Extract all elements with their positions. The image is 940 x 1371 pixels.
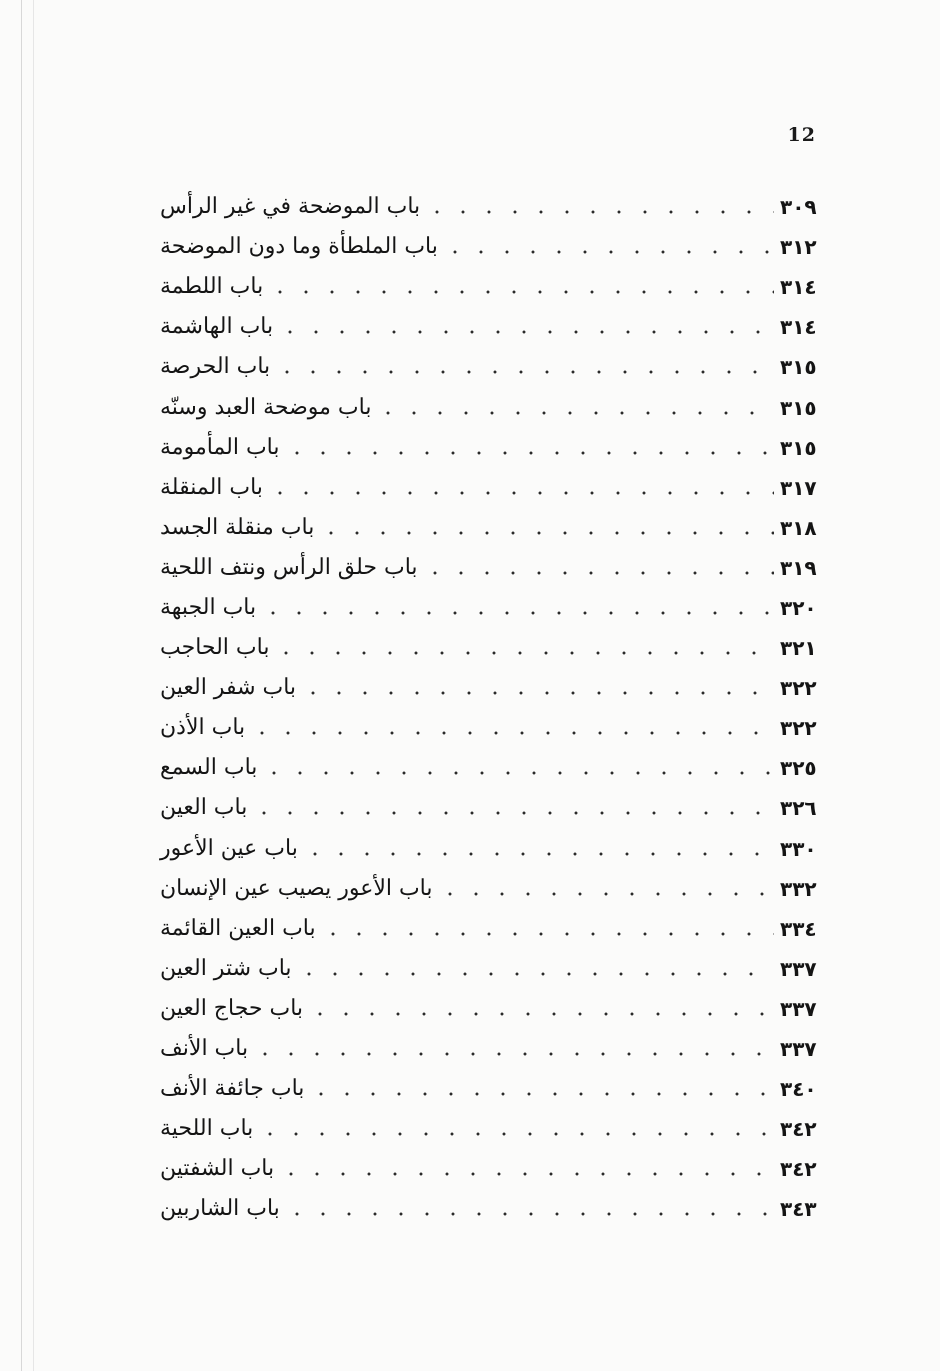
dot-leader xyxy=(307,1012,774,1016)
toc-entry xyxy=(150,267,826,307)
dot-leader xyxy=(422,571,774,575)
table-of-contents xyxy=(150,187,826,1229)
toc-entry-page: ٣٣٤ xyxy=(780,916,817,941)
toc-entry-title: باب اللحية xyxy=(160,1116,254,1142)
toc-entry xyxy=(150,829,826,869)
toc-entry-page: ٣٤٢ xyxy=(780,1117,817,1142)
toc-entry-title: باب حلق الرأس ونتف اللحية xyxy=(160,554,418,580)
toc-entry-title: باب الهاشمة xyxy=(160,314,274,340)
toc-entry xyxy=(150,748,826,788)
toc-entry xyxy=(150,468,826,508)
toc-entry-page: ٣٣٧ xyxy=(780,996,817,1021)
toc-entry xyxy=(150,1069,826,1109)
toc-entry-title: باب المنقلة xyxy=(160,474,263,500)
toc-entry xyxy=(150,548,826,588)
toc-entry-title: باب الشاربين xyxy=(160,1196,280,1222)
toc-entry-title: باب المأمومة xyxy=(160,434,280,460)
toc-entry-title: باب السمع xyxy=(160,755,258,781)
toc-entry-page: ٣٢٠ xyxy=(780,595,817,620)
dot-leader xyxy=(318,531,774,535)
toc-entry-page: ٣٢٢ xyxy=(780,676,817,701)
toc-entry xyxy=(150,187,826,227)
dot-leader xyxy=(284,451,775,455)
toc-entry-page: ٣٠٩ xyxy=(780,195,817,220)
scan-edge-line xyxy=(33,0,34,1371)
toc-entry xyxy=(150,949,826,989)
dot-leader xyxy=(261,771,774,775)
dot-leader xyxy=(267,491,774,495)
toc-entry-title: باب الحرصة xyxy=(160,354,271,380)
toc-entry xyxy=(150,588,826,628)
dot-leader xyxy=(300,691,774,695)
toc-entry-page: ٣٢٥ xyxy=(780,756,817,781)
toc-entry-page: ٣٢١ xyxy=(780,636,817,661)
page-number: 12 xyxy=(787,124,816,146)
dot-leader xyxy=(251,811,774,815)
toc-entry xyxy=(150,347,826,387)
toc-entry xyxy=(150,428,826,468)
toc-entry-page: ٣٣٧ xyxy=(780,956,817,981)
toc-entry xyxy=(150,869,826,909)
dot-leader xyxy=(375,411,774,415)
toc-entry-page: ٣٣٢ xyxy=(780,876,817,901)
dot-leader xyxy=(296,972,774,976)
toc-entry-page: ٣٤٢ xyxy=(780,1157,817,1182)
dot-leader xyxy=(260,611,774,615)
toc-entry xyxy=(150,227,826,267)
toc-entry-page: ٣١٨ xyxy=(780,515,817,540)
toc-entry-page: ٣١٥ xyxy=(780,395,817,420)
toc-entry-page: ٣١٢ xyxy=(780,235,817,260)
toc-entry-page: ٣١٤ xyxy=(780,275,817,300)
dot-leader xyxy=(249,731,774,735)
toc-entry xyxy=(150,387,826,427)
toc-entry-title: باب العين xyxy=(160,795,248,821)
toc-entry-title: باب العين القائمة xyxy=(160,915,316,941)
toc-entry xyxy=(150,1149,826,1189)
toc-entry-page: ٣١٧ xyxy=(780,475,817,500)
toc-entry-title: باب الملطأة وما دون الموضحة xyxy=(160,234,438,260)
toc-entry-page: ٣١٥ xyxy=(780,435,817,460)
toc-entry-page: ٣١٥ xyxy=(780,355,817,380)
toc-entry xyxy=(150,1109,826,1149)
dot-leader xyxy=(267,290,774,294)
dot-leader xyxy=(320,932,774,936)
toc-entry-title: باب شفر العين xyxy=(160,675,297,701)
toc-entry-page: ٣٢٢ xyxy=(780,716,817,741)
dot-leader xyxy=(302,852,774,856)
dot-leader xyxy=(437,892,774,896)
dot-leader xyxy=(442,250,774,254)
toc-entry xyxy=(150,989,826,1029)
toc-entry-title: باب الأذن xyxy=(160,715,246,741)
toc-entry xyxy=(150,788,826,828)
toc-entry xyxy=(150,1189,826,1229)
toc-entry-title: باب اللطمة xyxy=(160,274,264,300)
toc-entry-title: باب منقلة الجسد xyxy=(160,514,315,540)
toc-entry-title: باب جائفة الأنف xyxy=(160,1076,305,1102)
toc-entry-title: باب الأنف xyxy=(160,1036,249,1062)
toc-entry xyxy=(150,307,826,347)
toc-entry-title: باب عين الأعور xyxy=(160,835,298,861)
dot-leader xyxy=(252,1052,774,1056)
toc-entry-page: ٣٣٧ xyxy=(780,1037,817,1062)
toc-entry xyxy=(150,628,826,668)
toc-entry xyxy=(150,909,826,949)
toc-entry xyxy=(150,708,826,748)
dot-leader xyxy=(273,651,774,655)
toc-entry-title: باب الأعور يصيب عين الإنسان xyxy=(160,875,433,901)
toc-entry-title: باب الجبهة xyxy=(160,594,257,620)
toc-entry xyxy=(150,1029,826,1069)
toc-entry-title: باب موضحة العبد وسنّه xyxy=(160,394,372,420)
toc-entry-page: ٣٣٠ xyxy=(780,836,817,861)
toc-entry-page: ٣١٩ xyxy=(780,555,817,580)
dot-leader xyxy=(424,210,774,214)
dot-leader xyxy=(308,1092,774,1096)
toc-entry-title: باب الحاجب xyxy=(160,635,270,661)
toc-entry-title: باب الشفتين xyxy=(160,1156,275,1182)
toc-entry xyxy=(150,508,826,548)
toc-entry-page: ٣٤٣ xyxy=(780,1197,817,1222)
toc-entry-title: باب الموضحة في غير الرأس xyxy=(160,194,421,220)
toc-entry-page: ٣٢٦ xyxy=(780,796,817,821)
dot-leader xyxy=(278,1172,774,1176)
toc-entry-page: ٣١٤ xyxy=(780,315,817,340)
toc-entry-title: باب حجاج العين xyxy=(160,995,304,1021)
dot-leader xyxy=(277,330,774,334)
scan-edge-line xyxy=(21,0,22,1371)
toc-entry xyxy=(150,668,826,708)
dot-leader xyxy=(257,1132,774,1136)
dot-leader xyxy=(284,1212,774,1216)
toc-entry-title: باب شتر العين xyxy=(160,955,292,981)
toc-entry-page: ٣٤٠ xyxy=(780,1077,817,1102)
dot-leader xyxy=(274,370,774,374)
